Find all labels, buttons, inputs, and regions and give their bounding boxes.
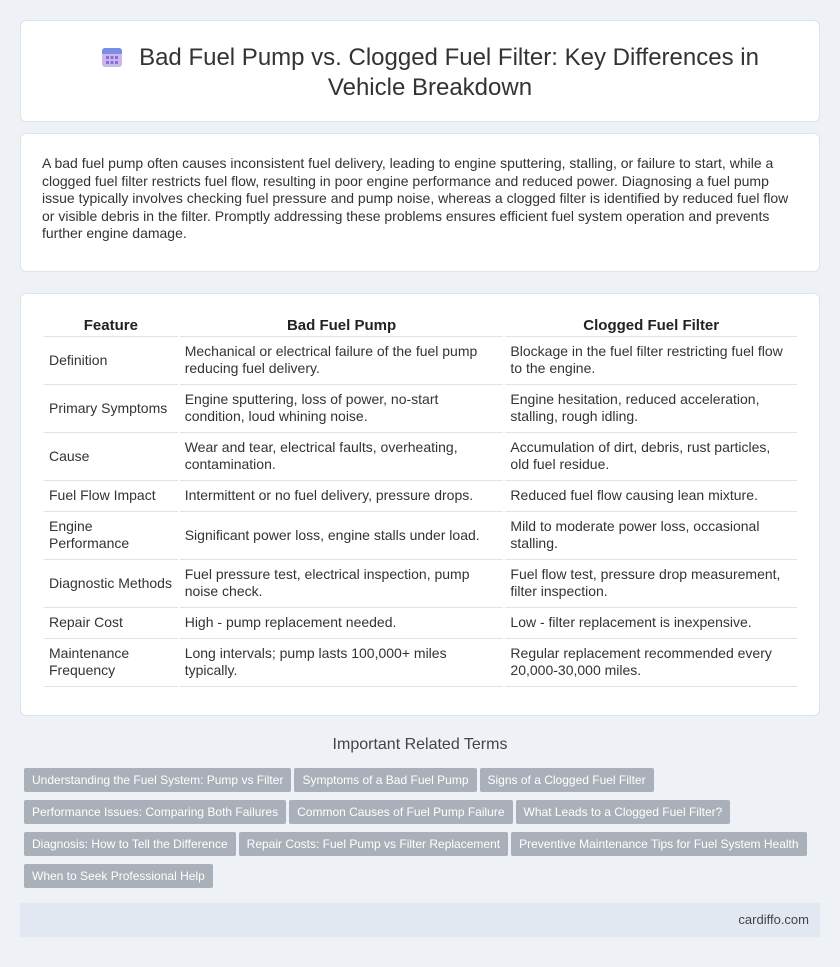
feature-cell: Cause — [44, 433, 178, 481]
filter-cell: Reduced fuel flow causing lean mixture. — [505, 481, 797, 512]
header-clogged-fuel-filter: Clogged Fuel Filter — [505, 315, 797, 337]
table-row — [44, 481, 797, 512]
feature-cell: Diagnostic Methods — [44, 560, 178, 608]
pump-cell: High - pump replacement needed. — [180, 608, 504, 639]
pump-cell: Long intervals; pump lasts 100,000+ miles typically. — [180, 639, 504, 687]
related-terms-title: Important Related Terms — [332, 736, 508, 753]
table-row — [44, 639, 797, 687]
page-title: Bad Fuel Pump vs. Clogged Fuel Filter: Key Differences in Vehicle Breakdown — [139, 44, 759, 101]
related-term-tag[interactable]: Repair Costs: Fuel Pump vs Filter Replacement — [239, 832, 508, 856]
pump-cell: Mechanical or electrical failure of the fuel pump reducing fuel delivery. — [180, 337, 504, 385]
table-row — [44, 608, 797, 639]
footer — [20, 903, 820, 937]
feature-cell: Definition — [44, 337, 178, 385]
table-row — [44, 337, 797, 385]
feature-cell: Maintenance Frequency — [44, 639, 178, 687]
related-term-tag[interactable]: Diagnosis: How to Tell the Difference — [24, 832, 236, 856]
related-term-tag[interactable]: When to Seek Professional Help — [24, 864, 213, 888]
filter-cell: Mild to moderate power loss, occasional stalling. — [505, 512, 797, 560]
filter-cell: Low - filter replacement is inexpensive. — [505, 608, 797, 639]
footer-site-link[interactable]: cardiffo.com — [738, 912, 809, 927]
related-term-tag[interactable]: Signs of a Clogged Fuel Filter — [480, 768, 654, 792]
table-row — [44, 433, 797, 481]
table-row — [44, 512, 797, 560]
header-bad-fuel-pump: Bad Fuel Pump — [180, 315, 504, 337]
title-card — [20, 20, 820, 122]
intro-paragraph: A bad fuel pump often causes inconsistent fuel delivery, leading to engine sputtering, stalling, or failure to start, while a clogged fuel filter restricts fuel flow, resulting in poor engine performance and reduced power. Diagnosing a fuel pump issue typically involves checking fuel pressure and pump noise, whereas a clogged filter is identified by reduced fuel flow or visible debris in the filter. Promptly addressing these problems ensures efficient fuel system operation and prevents further engine damage. — [42, 155, 789, 242]
related-term-tag[interactable]: Preventive Maintenance Tips for Fuel System Health — [511, 832, 806, 856]
table-row — [44, 385, 797, 433]
comparison-card — [20, 293, 820, 716]
comparison-table — [42, 315, 799, 687]
related-term-tag[interactable]: Performance Issues: Comparing Both Failures — [24, 800, 286, 824]
feature-cell: Repair Cost — [44, 608, 178, 639]
pump-cell: Intermittent or no fuel delivery, pressure drops. — [180, 481, 504, 512]
pump-cell: Engine sputtering, loss of power, no-start condition, loud whining noise. — [180, 385, 504, 433]
filter-cell: Regular replacement recommended every 20,000-30,000 miles. — [505, 639, 797, 687]
header-feature: Feature — [44, 315, 178, 337]
related-term-tag[interactable]: What Leads to a Clogged Fuel Filter? — [516, 800, 731, 824]
filter-cell: Accumulation of dirt, debris, rust particles, old fuel residue. — [505, 433, 797, 481]
calendar-icon — [101, 46, 123, 68]
feature-cell: Fuel Flow Impact — [44, 481, 178, 512]
related-term-tag[interactable]: Symptoms of a Bad Fuel Pump — [294, 768, 476, 792]
filter-cell: Engine hesitation, reduced acceleration, stalling, rough idling. — [505, 385, 797, 433]
related-terms-list — [24, 768, 824, 896]
feature-cell: Primary Symptoms — [44, 385, 178, 433]
related-term-tag[interactable]: Understanding the Fuel System: Pump vs Filter — [24, 768, 291, 792]
table-row — [44, 560, 797, 608]
related-term-tag[interactable]: Common Causes of Fuel Pump Failure — [289, 800, 512, 824]
filter-cell: Blockage in the fuel filter restricting fuel flow to the engine. — [505, 337, 797, 385]
filter-cell: Fuel flow test, pressure drop measurement, filter inspection. — [505, 560, 797, 608]
intro-card — [20, 133, 820, 272]
pump-cell: Wear and tear, electrical faults, overheating, contamination. — [180, 433, 504, 481]
pump-cell: Fuel pressure test, electrical inspection, pump noise check. — [180, 560, 504, 608]
feature-cell: Engine Performance — [44, 512, 178, 560]
table-header-row — [44, 315, 797, 337]
pump-cell: Significant power loss, engine stalls under load. — [180, 512, 504, 560]
page-title-wrap — [61, 43, 799, 103]
